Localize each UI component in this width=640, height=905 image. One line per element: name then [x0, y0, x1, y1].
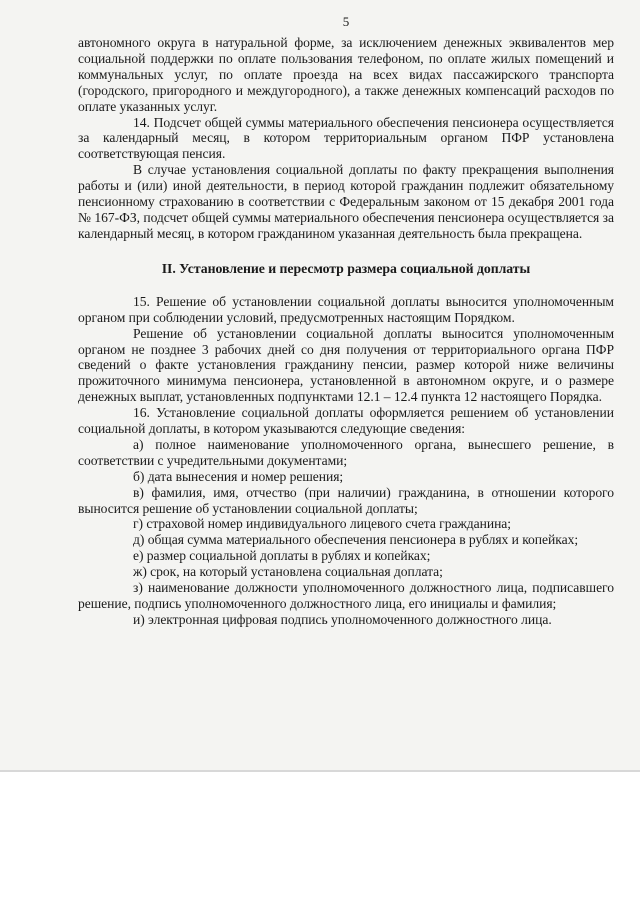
- paragraph-continuation: автономного округа в натуральной форме, за исключением денежных эквивалентов мер социальной поддержки по оплате пользования телефоном, по оплате жилых помещений и коммунальных услуг, по оплате проезда на всех видах пассажирского транспорта (городского, пригородного и междугородного), а также денежных компенсаций расходов по оплате указанных услуг.: [78, 35, 614, 114]
- page-number: 5: [342, 14, 350, 29]
- list-item: ж) срок, на который установлена социальная доплата;: [133, 564, 443, 580]
- list-item: г) страховой номер индивидуального лицевого счета гражданина;: [133, 516, 512, 532]
- page-content: [78, 14, 614, 628]
- list-item: з) наименование должности уполномоченного должностного лица, подписавшего решение, подпись уполномоченного должностного лица, его инициалы и фамилия;: [78, 580, 614, 611]
- list-item: а) полное наименование уполномоченного органа, вынесшего решение, в соответствии с учредительными документами;: [78, 436, 614, 468]
- list-item: и) электронная цифровая подпись уполномоченного должностного лица.: [133, 611, 552, 627]
- section-heading: II. Установление и пересмотр размера социальной доплаты: [161, 260, 531, 276]
- list-item: в) фамилия, имя, отчество (при наличии) гражданина, в отношении которого выносится решение об установлении социальной доплаты;: [78, 484, 614, 516]
- paragraph-14: 14. Подсчет общей суммы материального обеспечения пенсионера осуществляется за календарный месяц, в котором территориальным органом ПФР установлена соответствующая пенсия.: [78, 114, 614, 162]
- paragraph-15: 15. Решение об установлении социальной доплаты выносится уполномоченным органом при соблюдении условий, предусмотренных настоящим Порядком.: [78, 293, 614, 325]
- paragraph-14-termination: В случае установления социальной доплаты по факту прекращения выполнения работы и (или) иной деятельности, в период которой гражданин подлежит обязательному пенсионному страхованию в соответствии с Федеральным законом от 15 декабря 2001 года № 167-ФЗ, подсчет общей суммы материального обеспечения пенсионера осуществляется за календарный месяц, в котором гражданином указанная деятельность была прекращена.: [78, 162, 614, 241]
- list-item: б) дата вынесения и номер решения;: [133, 468, 344, 484]
- list-item: д) общая сумма материального обеспечения пенсионера в рублях и копейках;: [133, 532, 579, 548]
- list-item: е) размер социальной доплаты в рублях и копейках;: [133, 548, 431, 564]
- paragraph-15-deadline: Решение об установлении социальной доплаты выносится уполномоченным органом не позднее 3 рабочих дней со дня получения от территориального органа ПФР сведений о факте установления гражданину пенсии, размер которой ниже величины прожиточного минимума пенсионера, установленной в автономном округе, и о размере денежных выплат, установленных подпунктами 12.1 – 12.4 пункта 12 настоящего Порядка.: [78, 325, 614, 405]
- paragraph-16: 16. Установление социальной доплаты оформляется решением об установлении социальной доплаты, в котором указываются следующие сведения:: [78, 405, 614, 437]
